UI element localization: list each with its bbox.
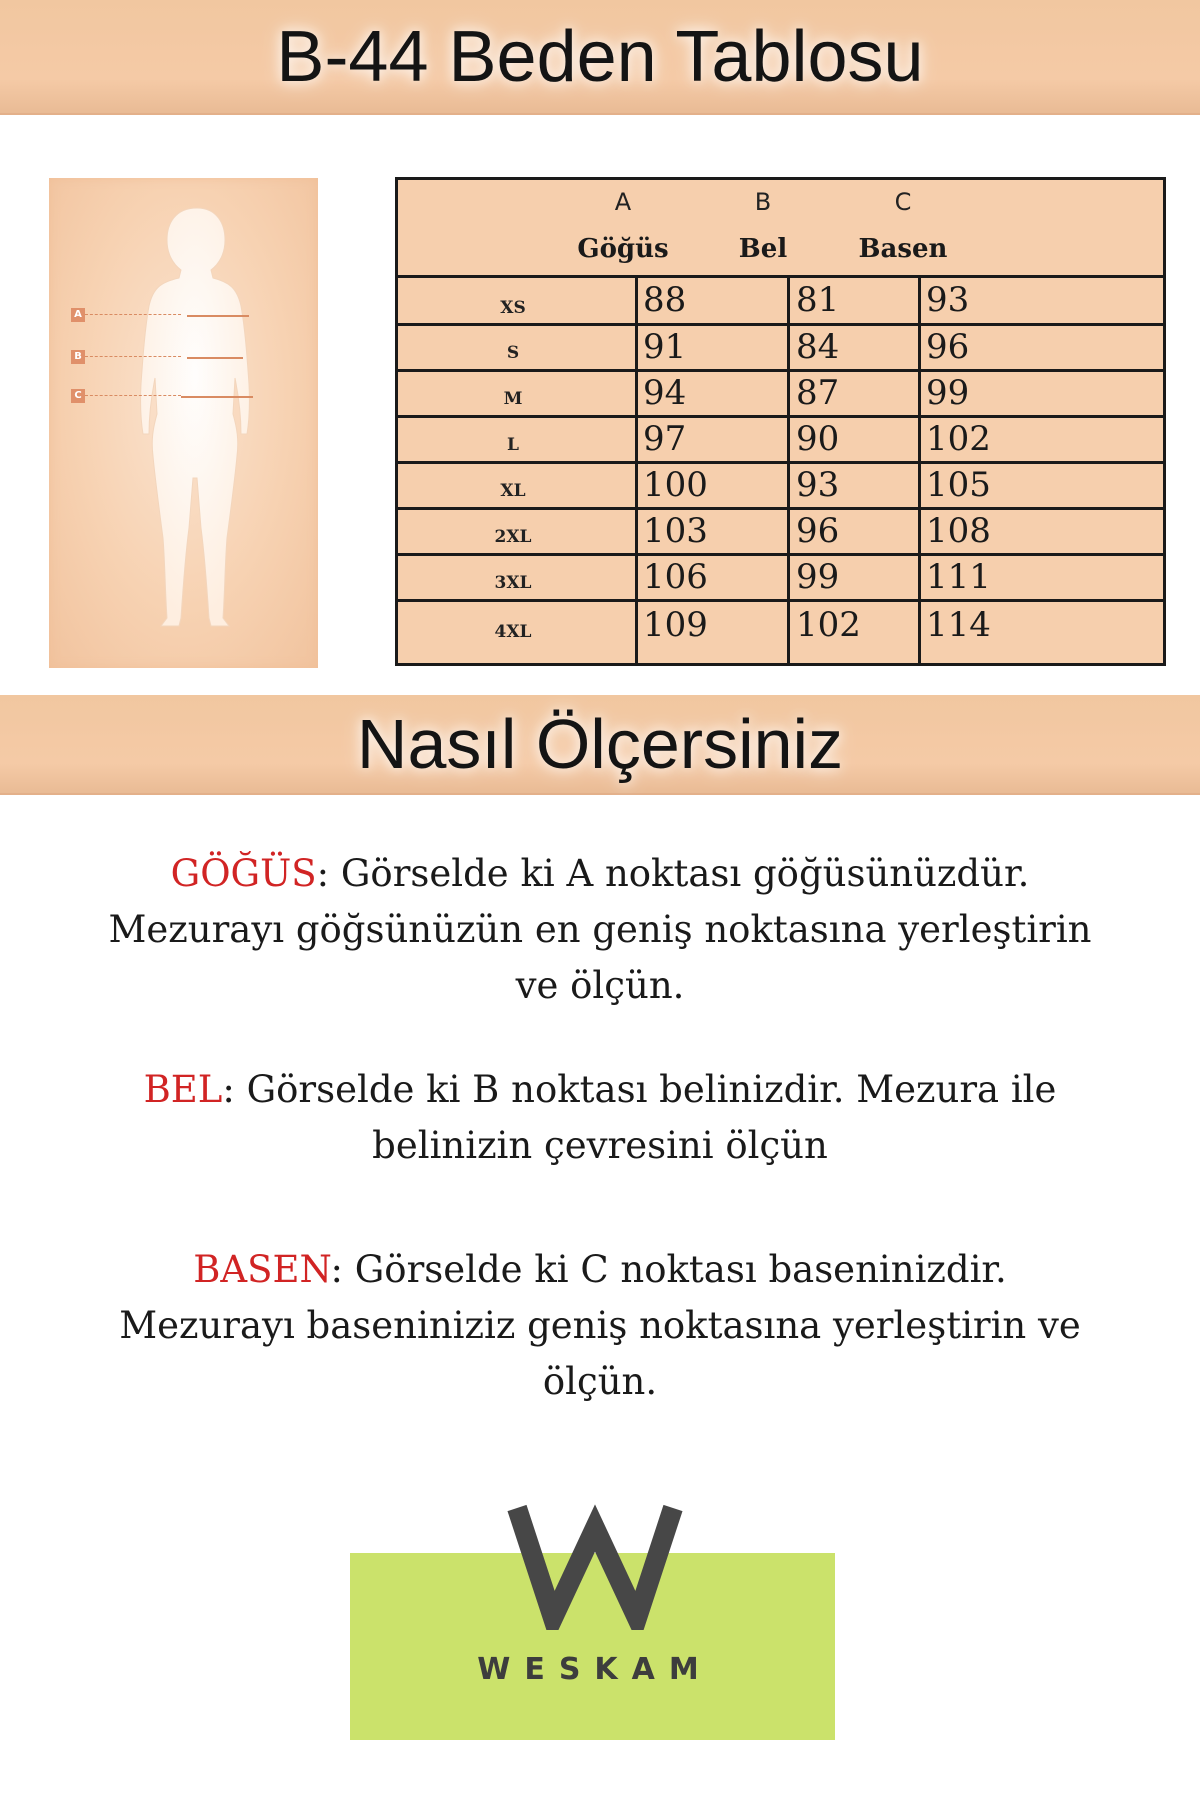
instruction-text: ve ölçün. (515, 964, 685, 1007)
row-line (398, 507, 1163, 510)
instruction-waist (40, 1062, 1160, 1174)
row-line (398, 461, 1163, 464)
value-cell: 88 (643, 280, 687, 320)
how-to-measure-banner (0, 695, 1200, 795)
size-label: M (503, 389, 523, 409)
size-label: L (507, 435, 519, 455)
col-c-name: Basen (858, 234, 948, 264)
hip-line (181, 396, 253, 398)
marker-a-line (85, 314, 181, 315)
value-cell: 106 (643, 557, 708, 597)
value-cell: 93 (796, 465, 840, 505)
instruction-hip (40, 1242, 1160, 1410)
instruction-text: Mezurayı göğsünüzün en geniş noktasına yerleştirin (108, 908, 1092, 951)
value-cell: 114 (926, 605, 991, 645)
row-line (398, 323, 1163, 326)
row-line (398, 415, 1163, 418)
brand-w-icon (505, 1500, 685, 1630)
value-cell: 90 (796, 419, 840, 459)
row-line (398, 275, 1163, 278)
instruction-label: BASEN (193, 1248, 331, 1291)
row-line (398, 553, 1163, 556)
row-line (398, 599, 1163, 602)
section-title: Nasıl Ölçersiniz (356, 705, 844, 783)
value-cell: 102 (796, 605, 861, 645)
marker-c: C (71, 389, 85, 403)
col-divider (918, 275, 921, 663)
size-label: 3XL (494, 573, 532, 593)
value-cell: 102 (926, 419, 991, 459)
instruction-text: belinizin çevresini ölçün (372, 1124, 828, 1167)
value-cell: 103 (643, 511, 708, 551)
marker-b-line (85, 356, 181, 357)
size-label: S (506, 343, 520, 363)
col-divider (635, 275, 638, 663)
page-title: B-44 Beden Tablosu (276, 16, 924, 97)
value-cell: 100 (643, 465, 708, 505)
instruction-chest (40, 846, 1160, 1014)
body-silhouette-icon (49, 178, 318, 668)
value-cell: 97 (643, 419, 687, 459)
col-a-name: Göğüs (577, 234, 669, 264)
row-line (398, 369, 1163, 372)
col-b-letter: B (754, 188, 772, 216)
marker-b: B (71, 350, 85, 364)
size-label: XS (500, 298, 526, 318)
value-cell: 99 (796, 557, 840, 597)
value-cell: 108 (926, 511, 991, 551)
col-a-letter: A (614, 188, 632, 216)
value-cell: 105 (926, 465, 991, 505)
instruction-text: : Görselde ki B noktası belinizdir. Mezura ile (222, 1068, 1057, 1111)
waist-line (187, 357, 243, 359)
value-cell: 81 (796, 280, 840, 320)
value-cell: 87 (796, 373, 840, 413)
chest-line (187, 315, 249, 317)
instruction-text: : Görselde ki A noktası göğüsünüzdür. (316, 852, 1030, 895)
value-cell: 91 (643, 327, 687, 367)
marker-c-line (85, 395, 181, 396)
instruction-label: BEL (143, 1068, 223, 1111)
value-cell: 84 (796, 327, 840, 367)
value-cell: 96 (926, 327, 970, 367)
value-cell: 109 (643, 605, 708, 645)
size-label: XL (500, 481, 526, 501)
value-cell: 96 (796, 511, 840, 551)
instruction-text: ölçün. (542, 1360, 658, 1403)
brand-name: WESKAM (477, 1652, 713, 1687)
value-cell: 93 (926, 280, 970, 320)
value-cell: 99 (926, 373, 970, 413)
size-label: 2XL (494, 527, 532, 547)
value-cell: 94 (643, 373, 687, 413)
size-table (395, 177, 1166, 666)
instruction-text: : Görselde ki C noktası baseninizdir. (330, 1248, 1007, 1291)
body-figure-panel (49, 178, 318, 668)
instruction-label: GÖĞÜS (170, 852, 317, 895)
title-banner (0, 0, 1200, 115)
col-b-name: Bel (738, 234, 788, 264)
marker-a: A (71, 308, 85, 322)
instruction-text: Mezurayı baseniniziz geniş noktasına yerleştirin ve (119, 1304, 1081, 1347)
value-cell: 111 (926, 557, 991, 597)
size-label: 4XL (494, 622, 532, 642)
col-c-letter: C (894, 188, 912, 216)
col-divider (787, 275, 790, 663)
